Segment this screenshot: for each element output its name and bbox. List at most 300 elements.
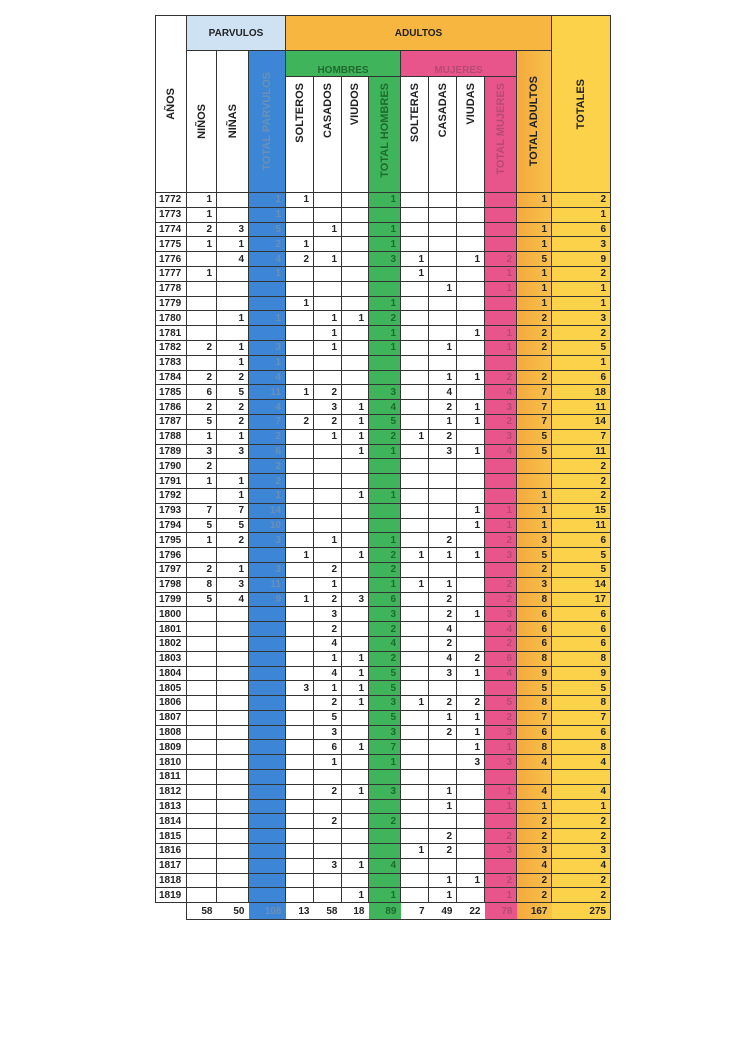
cell-year: 1818 xyxy=(156,873,187,888)
cell-total-adultos: 9 xyxy=(517,666,552,681)
cell-totales: 2 xyxy=(552,193,611,208)
cell-casados: 4 xyxy=(314,666,342,681)
cell-viudas xyxy=(457,814,485,829)
cell-ninas xyxy=(217,740,249,755)
table-row xyxy=(156,562,611,577)
cell-viudos xyxy=(342,533,369,548)
cell-totales: 14 xyxy=(552,414,611,429)
totals-row xyxy=(156,903,611,920)
cell-total-mujeres: 3 xyxy=(485,548,517,563)
cell-casadas xyxy=(429,296,457,311)
cell-ninos xyxy=(187,873,217,888)
cell-total-adultos: 2 xyxy=(517,326,552,341)
cell-ninos: 1 xyxy=(187,533,217,548)
cell-ninos xyxy=(187,725,217,740)
cell-solteros xyxy=(286,222,314,237)
cell-year: 1792 xyxy=(156,488,187,503)
cell-total-mujeres: 2 xyxy=(485,533,517,548)
cell-casadas xyxy=(429,207,457,222)
table-row xyxy=(156,281,611,296)
cell-casados xyxy=(314,193,342,208)
cell-casadas: 3 xyxy=(429,666,457,681)
cell-ninos: 2 xyxy=(187,222,217,237)
cell-ninas: 3 xyxy=(217,222,249,237)
cell-total-mujeres: 2 xyxy=(485,710,517,725)
cell-ninos: 7 xyxy=(187,503,217,518)
header-total-parvulos: TOTAL PARVULOS xyxy=(249,51,286,193)
cell-total-mujeres xyxy=(485,858,517,873)
table-row xyxy=(156,784,611,799)
cell-total-adultos: 1 xyxy=(517,503,552,518)
cell-viudas: 1 xyxy=(457,607,485,622)
cell-total-adultos: 2 xyxy=(517,370,552,385)
cell-year: 1795 xyxy=(156,533,187,548)
cell-casados xyxy=(314,355,342,370)
cell-ninas: 1 xyxy=(217,474,249,489)
cell-viudas xyxy=(457,207,485,222)
cell-casados: 1 xyxy=(314,429,342,444)
cell-casadas xyxy=(429,858,457,873)
cell-casadas: 2 xyxy=(429,533,457,548)
total-year xyxy=(156,903,187,920)
cell-totales: 15 xyxy=(552,503,611,518)
table-row xyxy=(156,193,611,208)
cell-solteras xyxy=(401,193,429,208)
total-viudos: 18 xyxy=(342,903,369,920)
cell-viudos xyxy=(342,636,369,651)
cell-year: 1816 xyxy=(156,844,187,859)
cell-total-hombres xyxy=(369,770,401,785)
cell-viudas xyxy=(457,193,485,208)
cell-total-hombres: 1 xyxy=(369,533,401,548)
cell-ninas xyxy=(217,873,249,888)
cell-solteras xyxy=(401,207,429,222)
cell-total-hombres: 6 xyxy=(369,592,401,607)
cell-year: 1814 xyxy=(156,814,187,829)
cell-year: 1799 xyxy=(156,592,187,607)
cell-casadas xyxy=(429,311,457,326)
cell-viudos: 1 xyxy=(342,414,369,429)
header-solteras: SOLTERAS xyxy=(401,77,429,193)
cell-solteros: 2 xyxy=(286,414,314,429)
cell-viudos: 1 xyxy=(342,681,369,696)
cell-year: 1775 xyxy=(156,237,187,252)
cell-year: 1798 xyxy=(156,577,187,592)
cell-total-hombres xyxy=(369,355,401,370)
cell-year: 1784 xyxy=(156,370,187,385)
cell-total-adultos: 2 xyxy=(517,311,552,326)
cell-solteros xyxy=(286,666,314,681)
cell-total-adultos: 3 xyxy=(517,577,552,592)
cell-viudas: 1 xyxy=(457,400,485,415)
cell-viudas xyxy=(457,770,485,785)
header-total-hombres: TOTAL HOMBRES xyxy=(369,77,401,193)
cell-total-hombres: 5 xyxy=(369,666,401,681)
cell-casadas xyxy=(429,237,457,252)
total-total-adultos: 167 xyxy=(517,903,552,920)
cell-solteros xyxy=(286,607,314,622)
cell-viudas xyxy=(457,533,485,548)
cell-total-parvulos xyxy=(249,651,286,666)
cell-viudas xyxy=(457,844,485,859)
cell-viudos xyxy=(342,770,369,785)
cell-total-hombres: 2 xyxy=(369,562,401,577)
cell-viudas: 1 xyxy=(457,370,485,385)
cell-casados: 2 xyxy=(314,414,342,429)
table-row xyxy=(156,207,611,222)
cell-ninas: 1 xyxy=(217,311,249,326)
table-row xyxy=(156,429,611,444)
cell-ninos: 2 xyxy=(187,459,217,474)
cell-viudos xyxy=(342,829,369,844)
cell-total-adultos: 3 xyxy=(517,844,552,859)
cell-totales: 2 xyxy=(552,829,611,844)
cell-total-mujeres: 1 xyxy=(485,784,517,799)
cell-year: 1811 xyxy=(156,770,187,785)
cell-solteros xyxy=(286,577,314,592)
cell-totales: 6 xyxy=(552,607,611,622)
cell-total-hombres: 1 xyxy=(369,296,401,311)
cell-totales: 5 xyxy=(552,548,611,563)
cell-casados: 1 xyxy=(314,252,342,267)
cell-total-hombres: 1 xyxy=(369,237,401,252)
cell-ninos xyxy=(187,681,217,696)
cell-totales: 2 xyxy=(552,266,611,281)
cell-total-adultos: 7 xyxy=(517,414,552,429)
cell-total-mujeres: 4 xyxy=(485,666,517,681)
cell-ninos xyxy=(187,696,217,711)
cell-viudas: 3 xyxy=(457,755,485,770)
cell-totales: 11 xyxy=(552,444,611,459)
cell-total-mujeres: 3 xyxy=(485,400,517,415)
cell-viudos xyxy=(342,370,369,385)
cell-total-hombres: 1 xyxy=(369,577,401,592)
cell-viudos xyxy=(342,193,369,208)
cell-totales: 6 xyxy=(552,636,611,651)
cell-casados: 2 xyxy=(314,562,342,577)
cell-viudos xyxy=(342,237,369,252)
table-row xyxy=(156,858,611,873)
cell-total-hombres: 1 xyxy=(369,444,401,459)
cell-viudos: 1 xyxy=(342,444,369,459)
cell-year: 1819 xyxy=(156,888,187,903)
table-row xyxy=(156,651,611,666)
cell-total-mujeres: 4 xyxy=(485,622,517,637)
cell-year: 1776 xyxy=(156,252,187,267)
cell-viudos xyxy=(342,710,369,725)
cell-ninas xyxy=(217,326,249,341)
cell-casados xyxy=(314,829,342,844)
cell-casadas: 1 xyxy=(429,281,457,296)
cell-viudas xyxy=(457,237,485,252)
cell-ninas: 1 xyxy=(217,562,249,577)
cell-solteras xyxy=(401,740,429,755)
header-ninas: NIÑAS xyxy=(217,51,249,193)
cell-casados xyxy=(314,444,342,459)
cell-solteros xyxy=(286,266,314,281)
cell-total-adultos: 1 xyxy=(517,296,552,311)
cell-viudas: 1 xyxy=(457,666,485,681)
cell-viudos: 1 xyxy=(342,311,369,326)
table-row xyxy=(156,710,611,725)
cell-year: 1786 xyxy=(156,400,187,415)
cell-ninas: 1 xyxy=(217,355,249,370)
cell-ninos: 1 xyxy=(187,266,217,281)
cell-ninos xyxy=(187,281,217,296)
cell-solteras: 1 xyxy=(401,844,429,859)
cell-solteras xyxy=(401,281,429,296)
header-mujeres: MUJERES xyxy=(401,51,517,77)
table-row xyxy=(156,873,611,888)
cell-ninas xyxy=(217,844,249,859)
cell-casados xyxy=(314,844,342,859)
cell-solteros: 1 xyxy=(286,193,314,208)
cell-total-adultos xyxy=(517,459,552,474)
total-solteras: 7 xyxy=(401,903,429,920)
cell-total-parvulos: 10 xyxy=(249,518,286,533)
header-solteros: SOLTEROS xyxy=(286,77,314,193)
cell-viudos: 3 xyxy=(342,592,369,607)
cell-viudos xyxy=(342,385,369,400)
cell-total-hombres xyxy=(369,459,401,474)
header-anos: AÑOS xyxy=(156,16,187,193)
cell-viudas: 1 xyxy=(457,414,485,429)
cell-viudos xyxy=(342,518,369,533)
cell-year: 1802 xyxy=(156,636,187,651)
cell-totales: 9 xyxy=(552,252,611,267)
cell-year: 1809 xyxy=(156,740,187,755)
cell-total-parvulos xyxy=(249,548,286,563)
cell-year: 1813 xyxy=(156,799,187,814)
cell-casadas: 1 xyxy=(429,370,457,385)
cell-totales: 5 xyxy=(552,562,611,577)
cell-totales: 8 xyxy=(552,696,611,711)
cell-total-hombres xyxy=(369,281,401,296)
cell-solteras xyxy=(401,784,429,799)
cell-total-mujeres: 2 xyxy=(485,414,517,429)
cell-total-parvulos xyxy=(249,622,286,637)
cell-total-mujeres: 2 xyxy=(485,636,517,651)
cell-casados: 4 xyxy=(314,636,342,651)
cell-total-mujeres xyxy=(485,222,517,237)
cell-ninos: 2 xyxy=(187,400,217,415)
cell-year: 1793 xyxy=(156,503,187,518)
cell-solteras xyxy=(401,296,429,311)
cell-ninos xyxy=(187,296,217,311)
cell-viudas: 2 xyxy=(457,696,485,711)
cell-solteras xyxy=(401,592,429,607)
cell-casados xyxy=(314,503,342,518)
cell-total-hombres: 1 xyxy=(369,888,401,903)
cell-total-mujeres: 2 xyxy=(485,577,517,592)
cell-solteros xyxy=(286,799,314,814)
cell-total-parvulos: 7 xyxy=(249,414,286,429)
cell-ninos: 1 xyxy=(187,207,217,222)
cell-total-mujeres xyxy=(485,193,517,208)
total-viudas: 22 xyxy=(457,903,485,920)
total-casadas: 49 xyxy=(429,903,457,920)
cell-year: 1780 xyxy=(156,311,187,326)
cell-year: 1803 xyxy=(156,651,187,666)
cell-ninas xyxy=(217,858,249,873)
cell-viudas xyxy=(457,799,485,814)
cell-viudas xyxy=(457,888,485,903)
cell-ninas xyxy=(217,799,249,814)
cell-total-mujeres xyxy=(485,562,517,577)
cell-casados: 2 xyxy=(314,622,342,637)
cell-ninas: 3 xyxy=(217,577,249,592)
cell-total-adultos: 1 xyxy=(517,222,552,237)
cell-viudos xyxy=(342,607,369,622)
cell-viudos xyxy=(342,252,369,267)
header-adultos: ADULTOS xyxy=(286,16,552,51)
cell-casados xyxy=(314,518,342,533)
cell-viudos: 1 xyxy=(342,651,369,666)
cell-total-mujeres xyxy=(485,814,517,829)
cell-solteras xyxy=(401,622,429,637)
cell-total-hombres: 3 xyxy=(369,607,401,622)
header-totales: TOTALES xyxy=(552,16,611,193)
cell-year: 1805 xyxy=(156,681,187,696)
cell-total-parvulos xyxy=(249,770,286,785)
cell-solteros xyxy=(286,444,314,459)
table-row xyxy=(156,444,611,459)
cell-viudas xyxy=(457,577,485,592)
cell-viudas xyxy=(457,355,485,370)
header-total-adultos: TOTAL ADULTOS xyxy=(517,51,552,193)
cell-total-mujeres: 2 xyxy=(485,873,517,888)
cell-total-hombres: 3 xyxy=(369,385,401,400)
table-row xyxy=(156,740,611,755)
cell-totales: 1 xyxy=(552,207,611,222)
table-row xyxy=(156,829,611,844)
cell-ninas xyxy=(217,459,249,474)
cell-solteras xyxy=(401,562,429,577)
table-row xyxy=(156,888,611,903)
cell-solteros: 1 xyxy=(286,296,314,311)
cell-ninas xyxy=(217,636,249,651)
cell-total-hombres xyxy=(369,370,401,385)
cell-viudos xyxy=(342,207,369,222)
cell-totales: 1 xyxy=(552,799,611,814)
cell-year: 1777 xyxy=(156,266,187,281)
cell-totales: 9 xyxy=(552,666,611,681)
cell-total-parvulos xyxy=(249,888,286,903)
table-row xyxy=(156,666,611,681)
cell-solteras xyxy=(401,829,429,844)
cell-total-hombres: 2 xyxy=(369,548,401,563)
cell-casadas: 2 xyxy=(429,844,457,859)
cell-solteras xyxy=(401,888,429,903)
table-row xyxy=(156,474,611,489)
cell-viudos xyxy=(342,577,369,592)
cell-total-hombres: 4 xyxy=(369,400,401,415)
cell-viudas xyxy=(457,222,485,237)
cell-total-mujeres xyxy=(485,207,517,222)
cell-casados: 3 xyxy=(314,400,342,415)
cell-solteras xyxy=(401,311,429,326)
cell-viudos xyxy=(342,725,369,740)
cell-ninas: 3 xyxy=(217,444,249,459)
cell-solteras xyxy=(401,755,429,770)
cell-total-parvulos xyxy=(249,725,286,740)
cell-casados: 3 xyxy=(314,607,342,622)
table-row xyxy=(156,296,611,311)
cell-total-adultos: 8 xyxy=(517,740,552,755)
cell-solteros xyxy=(286,636,314,651)
cell-ninos: 5 xyxy=(187,518,217,533)
cell-ninos xyxy=(187,844,217,859)
cell-viudos xyxy=(342,844,369,859)
cell-casados: 1 xyxy=(314,222,342,237)
cell-year: 1781 xyxy=(156,326,187,341)
cell-total-parvulos: 3 xyxy=(249,533,286,548)
cell-total-adultos: 2 xyxy=(517,873,552,888)
cell-viudas xyxy=(457,829,485,844)
cell-viudos: 1 xyxy=(342,858,369,873)
cell-year: 1789 xyxy=(156,444,187,459)
cell-total-mujeres: 2 xyxy=(485,252,517,267)
cell-solteros xyxy=(286,459,314,474)
cell-casadas: 4 xyxy=(429,651,457,666)
cell-year: 1772 xyxy=(156,193,187,208)
table-row xyxy=(156,400,611,415)
cell-solteros xyxy=(286,429,314,444)
cell-totales: 2 xyxy=(552,873,611,888)
cell-ninas xyxy=(217,281,249,296)
cell-total-parvulos xyxy=(249,799,286,814)
cell-solteras xyxy=(401,237,429,252)
cell-total-parvulos xyxy=(249,784,286,799)
cell-ninos xyxy=(187,326,217,341)
cell-total-adultos: 5 xyxy=(517,681,552,696)
cell-total-mujeres: 1 xyxy=(485,799,517,814)
cell-total-hombres: 5 xyxy=(369,681,401,696)
cell-viudos xyxy=(342,326,369,341)
cell-year: 1774 xyxy=(156,222,187,237)
cell-solteros xyxy=(286,651,314,666)
cell-solteras xyxy=(401,814,429,829)
cell-total-parvulos xyxy=(249,636,286,651)
cell-viudos: 1 xyxy=(342,488,369,503)
cell-casados xyxy=(314,488,342,503)
cell-totales: 5 xyxy=(552,340,611,355)
cell-total-adultos: 2 xyxy=(517,888,552,903)
table-row xyxy=(156,577,611,592)
table-row xyxy=(156,266,611,281)
cell-totales: 2 xyxy=(552,488,611,503)
cell-casados: 1 xyxy=(314,651,342,666)
cell-viudas: 1 xyxy=(457,518,485,533)
cell-total-parvulos xyxy=(249,326,286,341)
cell-totales: 4 xyxy=(552,784,611,799)
cell-total-adultos: 5 xyxy=(517,252,552,267)
cell-solteros xyxy=(286,488,314,503)
cell-solteras: 1 xyxy=(401,548,429,563)
cell-solteras xyxy=(401,326,429,341)
cell-total-parvulos: 1 xyxy=(249,311,286,326)
cell-solteros xyxy=(286,518,314,533)
cell-solteras xyxy=(401,858,429,873)
cell-total-parvulos: 9 xyxy=(249,592,286,607)
cell-viudos: 1 xyxy=(342,784,369,799)
cell-total-adultos: 1 xyxy=(517,193,552,208)
cell-year: 1783 xyxy=(156,355,187,370)
table-row xyxy=(156,488,611,503)
cell-total-parvulos xyxy=(249,829,286,844)
cell-solteros: 1 xyxy=(286,237,314,252)
cell-total-mujeres: 4 xyxy=(485,385,517,400)
